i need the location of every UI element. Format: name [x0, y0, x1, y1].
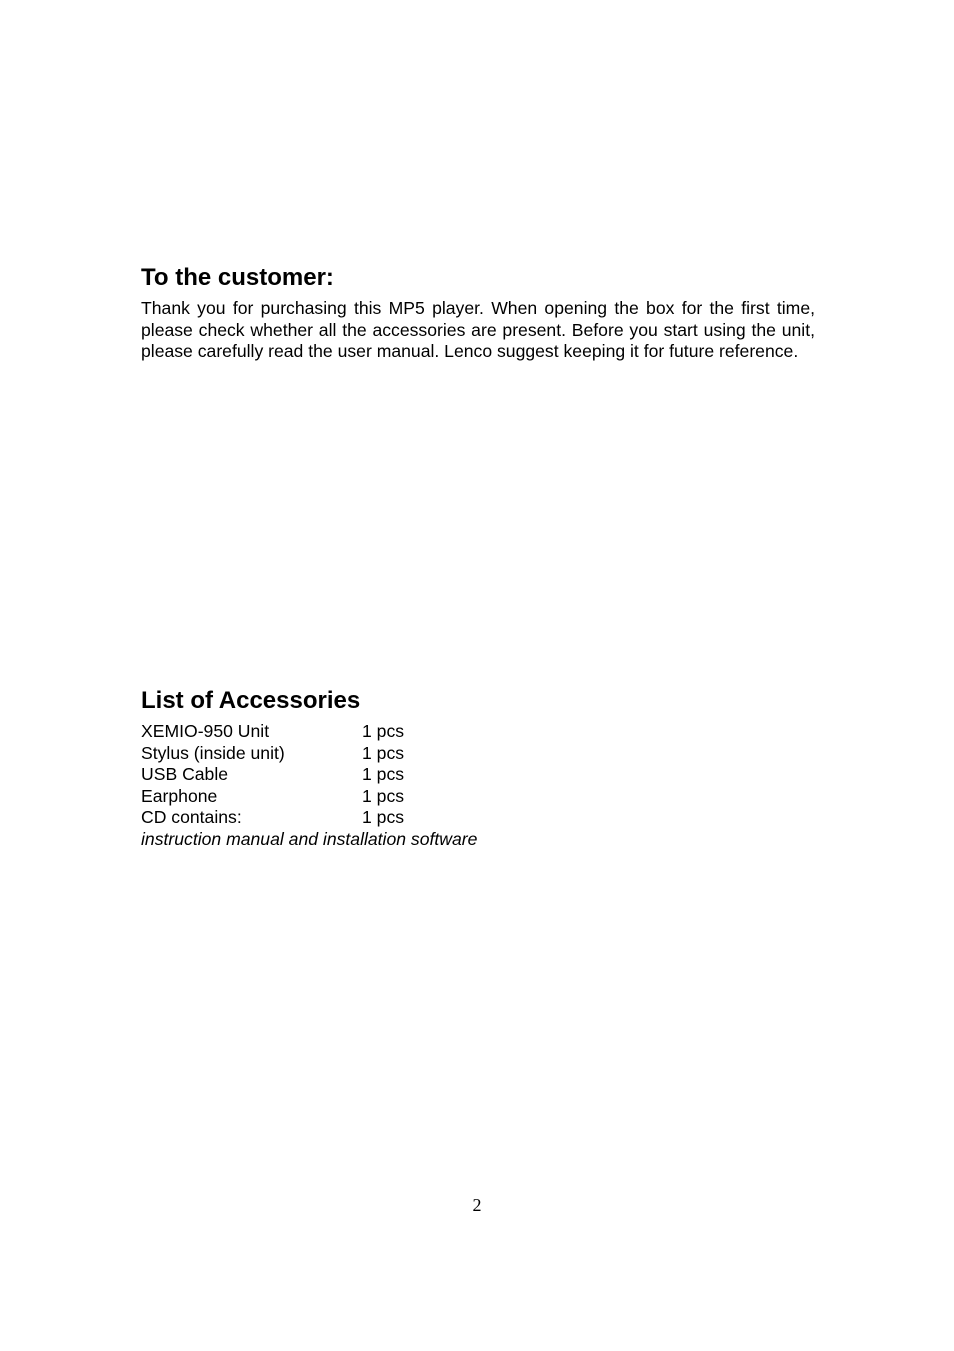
list-item [141, 807, 641, 829]
list-item [141, 721, 641, 743]
accessory-quantity: 1 pcs [362, 785, 405, 806]
accessory-quantity: 1 pcs [362, 764, 405, 784]
list-item [141, 764, 641, 786]
accessory-name: CD contains: [141, 807, 242, 827]
accessories-list [141, 721, 641, 850]
list-item [141, 743, 641, 765]
accessory-name: USB Cable [141, 764, 229, 784]
accessory-quantity: 1 pcs [362, 742, 405, 763]
accessory-name: Earphone [141, 785, 218, 806]
page-number: 2 [472, 1195, 482, 1215]
cd-contents-note: instruction manual and installation software [141, 828, 478, 849]
accessory-quantity: 1 pcs [362, 807, 405, 827]
list-item [141, 786, 641, 808]
section-title-customer: To the customer: [141, 264, 334, 291]
accessory-name: XEMIO-950 Unit [141, 721, 270, 741]
intro-paragraph: Thank you for purchasing this MP5 player. When opening the box for the first time, please check whether all the accessories are present. Before you start using the unit, please carefully read the user manual. Lenco suggest keeping it for future reference. [141, 298, 815, 361]
accessory-quantity: 1 pcs [362, 721, 405, 741]
section-title-accessories: List of Accessories [141, 687, 361, 714]
accessory-name: Stylus (inside unit) [141, 742, 285, 763]
